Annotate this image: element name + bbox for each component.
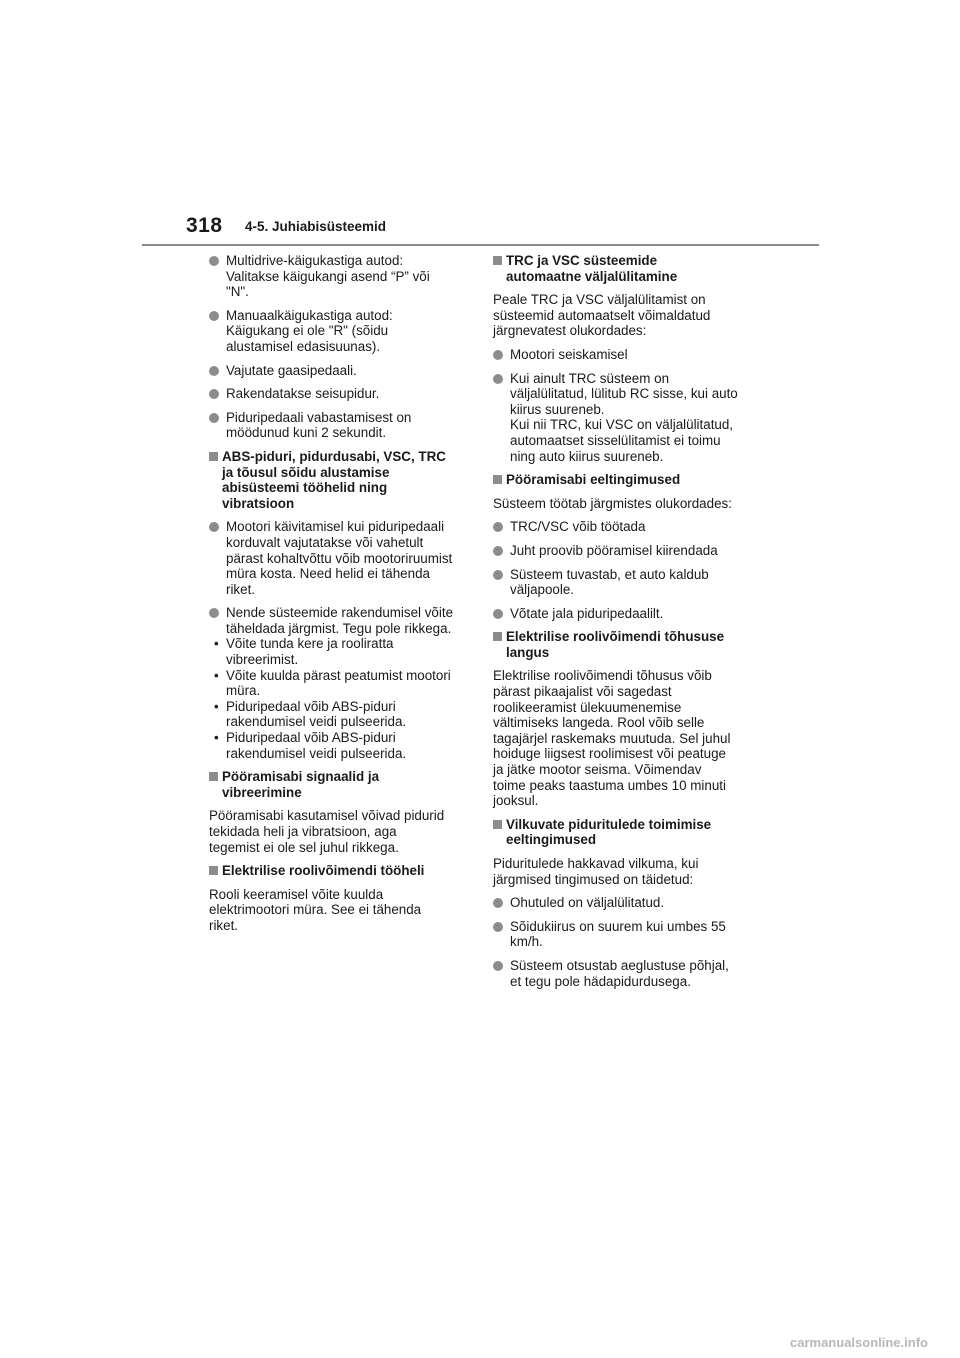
paragraph-text: Rooli keeramisel võite kuulda elektrimootori müra. See ei tähenda riket. bbox=[209, 886, 422, 933]
heading-text: ABS-piduri, pidurdusabi, VSC, TRC ja tõusul sõidu alustamise abisüsteemi tööhelid ning vibratsioon bbox=[222, 448, 446, 511]
bullet-item bbox=[209, 363, 471, 379]
bullet-dot-icon bbox=[493, 898, 503, 908]
bullet-item bbox=[493, 371, 755, 465]
bullet-item bbox=[493, 347, 755, 363]
bullet-text-wrap bbox=[493, 347, 755, 363]
subsection-heading bbox=[209, 449, 471, 511]
sub-list-item bbox=[209, 668, 471, 699]
bullet-text-wrap bbox=[209, 410, 471, 441]
bullet-text: Süsteem otsustab aeglustuse põhjal, et tegu pole hädapidurdusega. bbox=[510, 957, 729, 989]
bullet-dot-icon bbox=[209, 366, 219, 376]
page-number: 318 bbox=[186, 214, 223, 237]
square-marker-icon bbox=[493, 632, 502, 641]
sub-list-text: Piduripedaal võib ABS-piduri rakendumisel veidi pulseerida. bbox=[226, 698, 407, 730]
bullet-item bbox=[209, 519, 471, 597]
bullet-text: Võtate jala piduripedaalilt. bbox=[510, 605, 664, 621]
bullet-dot-icon bbox=[493, 922, 503, 932]
bullet-text: Mootori seiskamisel bbox=[510, 346, 628, 362]
paragraph-text: Peale TRC ja VSC väljalülitamist on süsteemid automaatselt võimaldatud järgnevatest olukordades: bbox=[493, 292, 711, 339]
bullet-dot-icon bbox=[493, 961, 503, 971]
bullet-item bbox=[209, 308, 471, 355]
subsection-heading bbox=[209, 863, 471, 879]
sub-bullet-icon: • bbox=[214, 730, 219, 746]
bullet-text: Piduripedaali vabastamisest on möödunud kuni 2 sekundit. bbox=[226, 409, 412, 441]
sub-list-item bbox=[209, 730, 471, 761]
bullet-dot-icon bbox=[209, 389, 219, 399]
bullet-text: Mootori käivitamisel kui piduripedaali korduvalt vajutatakse või vahetult pärast kohaltvõttu võib mootoriruumist müra kosta. Need helid ei tähenda riket. bbox=[226, 519, 453, 597]
heading-wrap bbox=[209, 863, 471, 879]
bullet-text-wrap bbox=[493, 895, 755, 911]
bullet-text-wrap bbox=[493, 543, 755, 559]
sub-list-text: Võite tunda kere ja rooliratta vibreerimist. bbox=[226, 636, 394, 668]
paragraph-text: Süsteem töötab järgmistes olukordades: bbox=[493, 495, 732, 511]
bullet-dot-icon bbox=[209, 608, 219, 618]
heading-text: Vilkuvate piduritulede toimimise eeltingimused bbox=[506, 816, 712, 848]
bullet-dot-icon bbox=[209, 311, 219, 321]
heading-wrap bbox=[493, 817, 755, 848]
bullet-text: Manuaalkäigukastiga autod: Käigukang ei ole "R" (sõidu alustamisel edasisuunas). bbox=[226, 307, 393, 354]
bullet-text: Süsteem tuvastab, et auto kaldub väljapoole. bbox=[510, 566, 709, 598]
heading-text: Elektrilise roolivõimendi tõhususe langus bbox=[506, 629, 725, 660]
heading-wrap bbox=[493, 629, 755, 660]
paragraph-text: Elektrilise roolivõimendi tõhusus võib pärast pikaajalist või sagedast roolikeeramist ülekuumenemise vältimiseks langeda. Rool võib selle tagajärjel raskemaks muutuda. Sel juhul hoiduge liigsest roolimisest või peatuge ja jätke mootor seisma. Võimendav toime peaks taastuma umbes 10 minuti jooksul. bbox=[493, 668, 731, 809]
heading-wrap bbox=[493, 472, 755, 488]
square-marker-icon bbox=[209, 772, 218, 781]
bullet-text: Nende süsteemide rakendumisel võite täheldada järgmist. Tegu pole rikkega. bbox=[226, 605, 454, 636]
bullet-text: Rakendatakse seisupidur. bbox=[226, 386, 380, 402]
bullet-item bbox=[209, 605, 471, 761]
bullet-dot-icon bbox=[209, 413, 219, 423]
paragraph bbox=[493, 496, 755, 512]
subsection-heading bbox=[493, 817, 755, 848]
bullet-dot-icon bbox=[493, 546, 503, 556]
subsection-heading bbox=[493, 253, 755, 284]
sub-bullet-icon: • bbox=[214, 698, 219, 714]
heading-text: Pööramisabi eeltingimused bbox=[506, 472, 681, 488]
header-rule bbox=[142, 244, 819, 246]
bullet-item bbox=[209, 253, 471, 300]
sub-list-item bbox=[209, 699, 471, 730]
bullet-text: Sõidukiirus on suurem kui umbes 55 km/h. bbox=[510, 918, 726, 950]
square-marker-icon bbox=[493, 256, 502, 265]
heading-text: Elektrilise roolivõimendi tööheli bbox=[222, 863, 425, 879]
sub-bullet-icon: • bbox=[214, 636, 219, 652]
left-column bbox=[209, 253, 471, 942]
sub-list-item bbox=[209, 636, 471, 667]
heading-wrap bbox=[493, 253, 755, 284]
bullet-item bbox=[493, 958, 755, 989]
bullet-dot-icon bbox=[493, 522, 503, 532]
bullet-item bbox=[493, 919, 755, 950]
bullet-text-wrap bbox=[493, 606, 755, 622]
bullet-text-wrap bbox=[209, 308, 471, 355]
subsection-heading bbox=[493, 472, 755, 488]
bullet-item bbox=[493, 543, 755, 559]
bullet-dot-icon bbox=[209, 256, 219, 266]
bullet-text-wrap bbox=[209, 363, 471, 379]
heading-text: TRC ja VSC süsteemide automaatne väljalülitamine bbox=[506, 253, 678, 284]
paragraph-text: Pööramisabi kasutamisel võivad pidurid tekidada heli ja vibratsioon, aga tegemist ei ole sel juhul rikkega. bbox=[209, 808, 445, 855]
bullet-item bbox=[493, 567, 755, 598]
bullet-dot-icon bbox=[493, 609, 503, 619]
bullet-text-wrap bbox=[209, 253, 471, 300]
bullet-text: Multidrive-käigukastiga autod: Valitakse käigukangi asend “P” või "N". bbox=[226, 253, 430, 300]
bullet-item bbox=[493, 519, 755, 535]
heading-wrap bbox=[209, 449, 471, 511]
square-marker-icon bbox=[209, 866, 218, 875]
bullet-text-wrap bbox=[493, 519, 755, 535]
bullet-item bbox=[209, 410, 471, 441]
bullet-text-wrap bbox=[493, 958, 755, 989]
bullet-item bbox=[493, 606, 755, 622]
bullet-text-wrap bbox=[209, 386, 471, 402]
bullet-text: Kui ainult TRC süsteem on väljalülitatud, lülitub RC sisse, kui auto kiirus suureneb. Kui nii TRC, kui VSC on väljalülitatud, automaatset sisselülitamist ei toimu ning auto kiirus suureneb. bbox=[510, 370, 738, 464]
bullet-text-wrap bbox=[493, 371, 755, 465]
paragraph bbox=[493, 292, 755, 339]
paragraph-text: Piduritulede hakkavad vilkuma, kui järgmised tingimused on täidetud: bbox=[493, 856, 699, 887]
bullet-item bbox=[493, 895, 755, 911]
square-marker-icon bbox=[493, 475, 502, 484]
section-title: 4-5. Juhiabisüsteemid bbox=[245, 219, 387, 234]
sub-list bbox=[209, 636, 471, 761]
subsection-heading bbox=[209, 769, 471, 800]
bullet-dot-icon bbox=[493, 570, 503, 580]
square-marker-icon bbox=[209, 452, 218, 461]
sub-list-text: Võite kuulda pärast peatumist mootori müra. bbox=[226, 667, 451, 699]
bullet-dot-icon bbox=[209, 522, 219, 532]
bullet-text: Ohutuled on väljalülitatud. bbox=[510, 895, 665, 911]
bullet-text: Juht proovib pööramisel kiirendada bbox=[510, 542, 718, 558]
bullet-text-wrap bbox=[209, 605, 471, 636]
paragraph bbox=[209, 808, 471, 855]
paragraph bbox=[493, 668, 755, 808]
subsection-heading bbox=[493, 629, 755, 660]
bullet-text-wrap bbox=[209, 519, 471, 597]
paragraph bbox=[493, 856, 755, 887]
paragraph bbox=[209, 887, 471, 934]
bullet-text: Vajutate gaasipedaali. bbox=[226, 362, 357, 378]
sub-bullet-icon: • bbox=[214, 667, 219, 683]
heading-text: Pööramisabi signaalid ja vibreerimine bbox=[222, 769, 380, 800]
bullet-text-wrap bbox=[493, 567, 755, 598]
bullet-item bbox=[209, 386, 471, 402]
sub-list-text: Piduripedaal võib ABS-piduri rakendumisel veidi pulseerida. bbox=[226, 730, 407, 761]
bullet-text: TRC/VSC võib töötada bbox=[510, 519, 646, 535]
right-column bbox=[493, 253, 755, 997]
square-marker-icon bbox=[493, 820, 502, 829]
heading-wrap bbox=[209, 769, 471, 800]
bullet-text-wrap bbox=[493, 919, 755, 950]
bullet-dot-icon bbox=[493, 374, 503, 384]
watermark: carmanualsonline.info bbox=[790, 1335, 928, 1350]
bullet-dot-icon bbox=[493, 350, 503, 360]
